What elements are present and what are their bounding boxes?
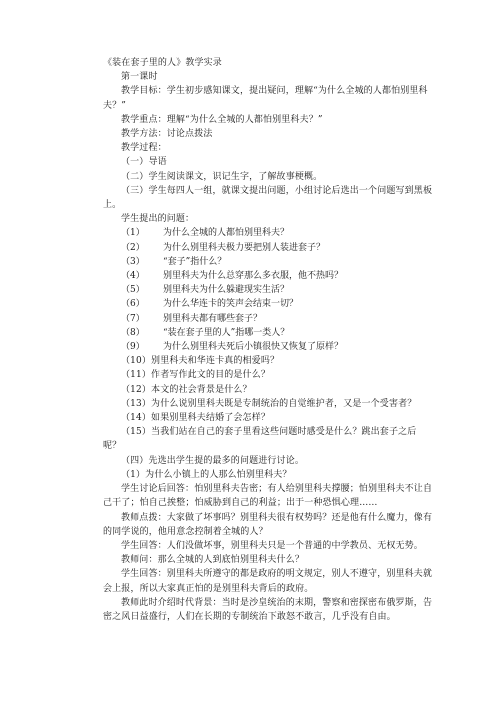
question-number: （1） xyxy=(121,228,145,239)
question-item xyxy=(103,283,434,297)
question-number: （6） xyxy=(121,299,145,310)
question-12: （12）本文的社会背景是什么？ xyxy=(121,384,252,395)
question-item xyxy=(103,340,434,354)
teaching-process-heading: 教学过程： xyxy=(121,143,167,154)
question-text: 为什么别里科夫极力要把别人装进套子？ xyxy=(163,242,326,253)
question-text: 为什么别里科夫死后小镇很快又恢复了原样？ xyxy=(163,342,344,353)
teacher-background-paragraph: 教师此时介绍时代背景：当时是沙皇统治的末期，警察和密探密布俄罗斯，告密之风日益盛行，人们在长期的专制统治下敢怒不敢言，几乎没有自由。 xyxy=(103,597,433,622)
step-2: （二）学生阅读课文，识记生字，了解故事梗概。 xyxy=(121,171,323,182)
question-item xyxy=(103,241,434,255)
step-4: （四）先选出学生提的最多的问题进行讨论。 xyxy=(121,455,305,466)
question-13: （13）为什么说别里科夫既是专制统治的自觉维护者，又是一个受害者？ xyxy=(121,398,417,409)
step-3: （三）学生每四人一组，就课文提出问题，小组讨论后选出一个问题写到黑板上。 xyxy=(103,185,433,211)
question-text: 别里科夫都有哪些套子？ xyxy=(163,313,263,324)
question-item xyxy=(103,269,434,283)
question-number: （9） xyxy=(121,342,145,353)
teaching-method: 教学方法：讨论点拨法 xyxy=(121,129,213,140)
question-text: 别里科夫为什么总穿那么多衣服，他不热吗？ xyxy=(163,271,344,282)
student-answer-paragraph: 学生讨论后回答：怕别里科夫告密；有人给别里科夫撑腰；怕别里科夫不让自己干了；怕自己挨整；怕威胁到自己的利益；出于一种恐惧心理…… xyxy=(103,484,433,509)
document-title: 《装在套子里的人》教学实录 xyxy=(103,58,222,68)
step-1: （一）导语 xyxy=(121,157,167,168)
teaching-key-point: 教学重点：理解“为什么全城的人都怕别里科夫？” xyxy=(121,114,323,125)
question-11: （11）作者写作此文的目的是什么？ xyxy=(121,370,271,381)
student-answer-paragraph: 学生回答：人们没做坏事，别里科夫只是一个普通的中学教员、无权无势。 xyxy=(121,540,423,551)
question-number: （3） xyxy=(121,256,145,267)
student-answer-paragraph: 学生回答：别里科夫所遵守的都是政府的明文规定，别人不遵守，别里科夫就会上报，所以大家真正怕的是别里科夫背后的政府。 xyxy=(103,569,433,594)
question-number: （5） xyxy=(121,285,145,296)
question-text: 别里科夫为什么躲避现实生活？ xyxy=(163,285,290,296)
question-text: “套子”指什么？ xyxy=(163,256,227,267)
discussion-question-1: （1）为什么小镇上的人那么怕别里科夫？ xyxy=(121,469,292,480)
question-item xyxy=(103,255,434,269)
question-14: （14）如果别里科夫结婚了会怎样？ xyxy=(121,413,271,424)
question-item xyxy=(103,297,434,311)
question-number: （8） xyxy=(121,327,145,338)
question-text: “装在套子里的人”指哪一类人？ xyxy=(163,327,290,338)
question-item xyxy=(103,312,434,326)
question-10: （10）别里科夫和华连卡真的相爱吗？ xyxy=(121,356,280,367)
teacher-question-paragraph: 教师问：那么全城的人到底怕别里科夫什么？ xyxy=(121,555,305,566)
question-number: （7） xyxy=(121,313,145,324)
question-15: （15）当我们站在自己的套子里看这些问题时感受是什么？跳出套子之后呢？ xyxy=(103,427,417,452)
lesson-label: 第一课时 xyxy=(121,72,158,83)
question-item xyxy=(103,226,434,240)
question-item xyxy=(103,326,434,340)
question-text: 为什么全城的人都怕别里科夫？ xyxy=(163,228,290,239)
question-number: （4） xyxy=(121,271,145,282)
teaching-goal: 教学目标：学生初步感知课文，提出疑问，理解“为什么全城的人都怕别里科夫？” xyxy=(103,86,428,111)
teacher-guidance-paragraph: 教师点拨：大家做了坏事吗？别里科夫很有权势吗？还是他有什么魔力，像有的同学说的，他用意念控制着全城的人？ xyxy=(103,512,433,537)
questions-intro: 学生提出的问题： xyxy=(121,214,195,225)
question-number: （2） xyxy=(121,242,145,253)
question-text: 为什么华连卡的笑声会结束一切？ xyxy=(163,299,299,310)
